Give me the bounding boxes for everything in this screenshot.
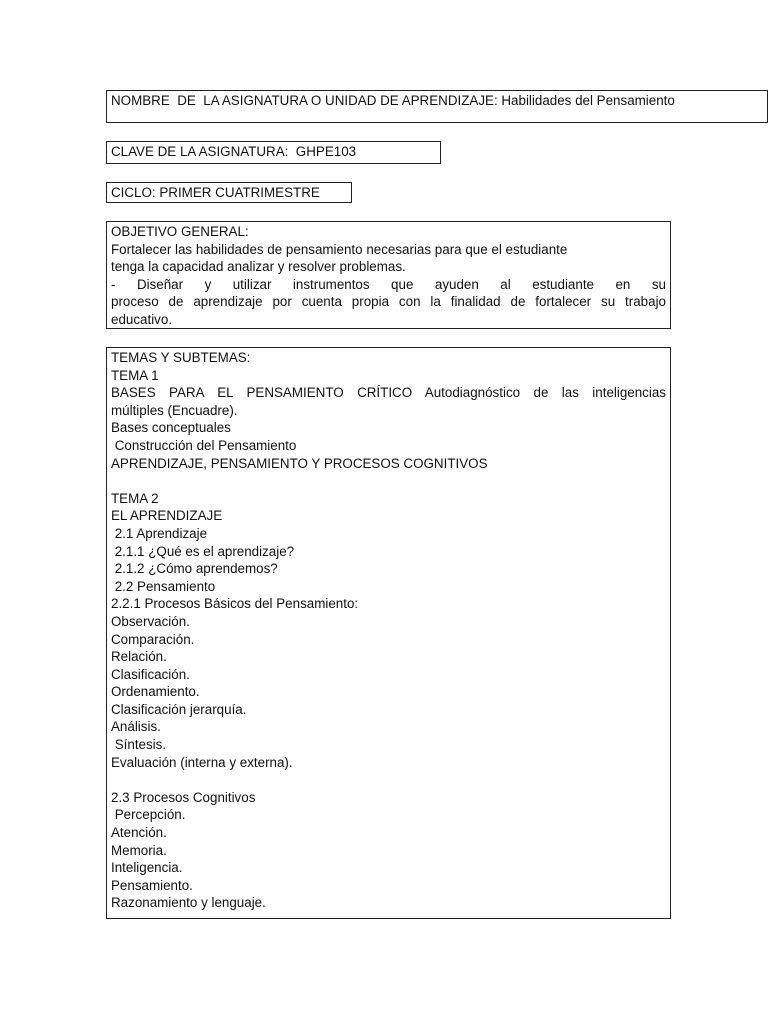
subject-name-text: NOMBRE DE LA ASIGNATURA O UNIDAD DE APRENDIZAJE: Habilidades del Pensamiento [111, 93, 675, 108]
cognitive-processes-title: 2.3 Procesos Cognitivos [111, 789, 256, 805]
subject-key-box [106, 141, 441, 164]
objective-line: educativo. [111, 311, 173, 327]
general-objective-box [106, 221, 671, 329]
blank-line [111, 771, 666, 789]
topic-2-line: Evaluación (interna y externa). [111, 754, 293, 770]
cognitive-process-line: Memoria. [111, 842, 167, 858]
objective-line: proceso de aprendizaje por cuenta propia con la finalidad de fortalecer su trabajo [111, 294, 666, 310]
blank-line [111, 472, 666, 490]
objective-heading: OBJETIVO GENERAL: [111, 224, 249, 239]
topic-2-line: 2.1.1 ¿Qué es el aprendizaje? [111, 543, 295, 559]
topic-1-line: múltiples (Encuadre). [111, 402, 238, 418]
topic-1-line: APRENDIZAJE, PENSAMIENTO Y PROCESOS COGNITIVOS [111, 455, 488, 471]
cycle-text: CICLO: PRIMER CUATRIMESTRE [111, 185, 320, 200]
topics-box [106, 347, 671, 919]
topic-1-line: Construcción del Pensamiento [111, 437, 297, 453]
topic-2-line: Observación. [111, 613, 190, 629]
topic-2-line: Clasificación jerarquía. [111, 701, 247, 717]
topic-2-line: Relación. [111, 649, 167, 665]
topic-1-title: TEMA 1 [111, 367, 159, 383]
cycle-box [106, 182, 352, 203]
subject-key-text: CLAVE DE LA ASIGNATURA: GHPE103 [111, 144, 357, 159]
topic-2-line: 2.2 Pensamiento [111, 578, 216, 594]
cognitive-process-line: Percepción. [111, 807, 186, 823]
cognitive-process-line: Razonamiento y lenguaje. [111, 895, 266, 911]
topic-1-line: BASES PARA EL PENSAMIENTO CRÍTICO Autodiagnóstico de las inteligencias [111, 385, 666, 401]
cognitive-process-line: Pensamiento. [111, 877, 193, 893]
subject-name-box [106, 90, 768, 123]
topic-2-line: 2.2.1 Procesos Básicos del Pensamiento: [111, 596, 359, 612]
topic-2-line: Análisis. [111, 719, 161, 735]
topic-2-line: EL APRENDIZAJE [111, 508, 223, 524]
topic-2-line: 2.1 Aprendizaje [111, 525, 208, 541]
topic-2-line: Síntesis. [111, 737, 167, 753]
objective-line: Fortalecer las habilidades de pensamiento necesarias para que el estudiante [111, 241, 568, 257]
topic-2-line: Comparación. [111, 631, 195, 647]
topic-1-line: Bases conceptuales [111, 420, 231, 436]
topic-2-line: Clasificación. [111, 666, 190, 682]
topics-heading: TEMAS Y SUBTEMAS: [111, 350, 251, 365]
cognitive-process-line: Inteligencia. [111, 860, 183, 876]
topic-2-line: 2.1.2 ¿Cómo aprendemos? [111, 561, 278, 577]
objective-line: - Diseñar y utilizar instrumentos que ayuden al estudiante en su [111, 276, 666, 292]
objective-line: tenga la capacidad analizar y resolver problemas. [111, 259, 406, 275]
topic-2-title: TEMA 2 [111, 490, 159, 506]
cognitive-process-line: Atención. [111, 825, 167, 841]
topic-2-line: Ordenamiento. [111, 684, 200, 700]
